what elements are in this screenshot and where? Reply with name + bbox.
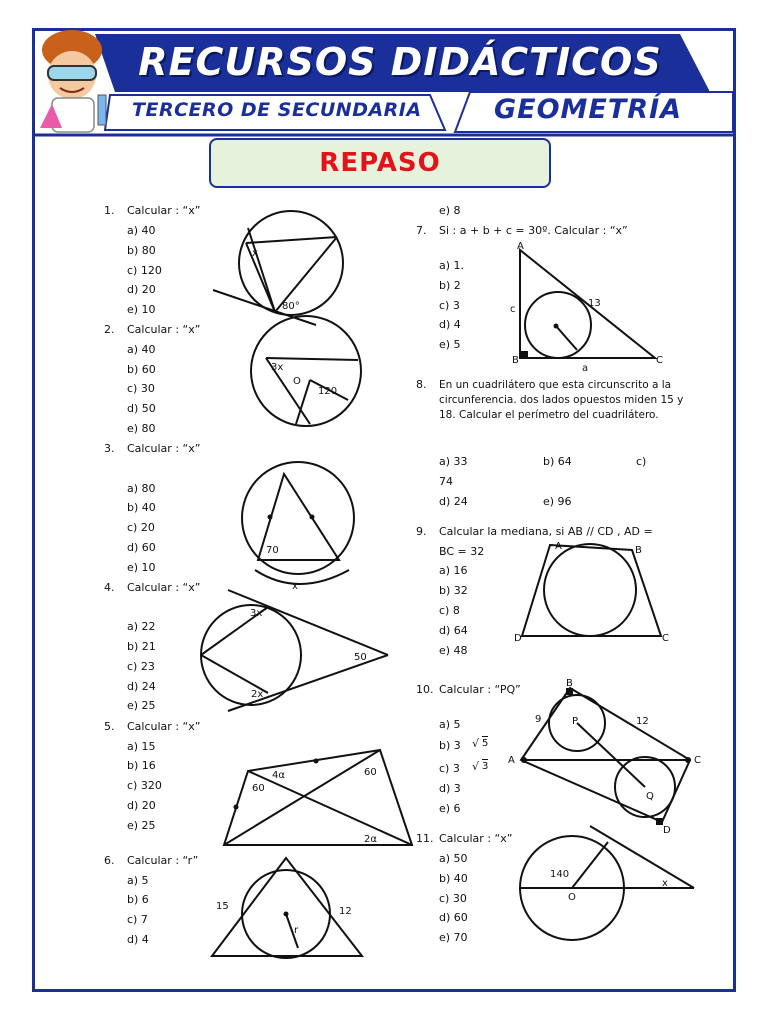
option: b) 40 (439, 872, 468, 885)
option: e) 10 (127, 561, 156, 574)
q10-label-A: A (508, 755, 515, 766)
question-text: Calcular : “PQ” (439, 683, 521, 696)
option: d) 4 (439, 318, 461, 331)
q6-label-r: r (294, 925, 299, 936)
option: c) 3 (439, 299, 460, 312)
q7-label-A: A (517, 241, 524, 252)
option: d) 3 (439, 782, 461, 795)
option: a) 16 (439, 564, 468, 577)
option: e) 5 (439, 338, 461, 351)
question-number: 7. (416, 224, 427, 237)
q2-figure (251, 316, 361, 426)
option: b) 32 (439, 584, 468, 597)
question-number: 6. (104, 854, 115, 867)
option: e) 96 (543, 495, 572, 508)
option: d) 60 (127, 541, 156, 554)
question-text: Calcular : “x” (127, 581, 201, 594)
option: c) 120 (127, 264, 162, 277)
scientist-mascot-icon (40, 30, 106, 132)
option: a) 1. (439, 259, 465, 272)
q2-label-O: O (293, 376, 301, 387)
question-number: 8. (416, 378, 427, 391)
header-grade: TERCERO DE SECUNDARIA (132, 99, 422, 121)
q1-label-x: x (252, 248, 258, 259)
section-title: REPASO (209, 138, 551, 188)
q5-label-4a: 4α (272, 770, 285, 781)
option: c) 30 (127, 382, 155, 395)
option: a) 50 (439, 852, 468, 865)
q7-label-a: a (582, 363, 589, 374)
q4-figure (201, 590, 388, 711)
q5-label-2a: 2α (364, 834, 377, 845)
q10-label-B: B (566, 678, 573, 689)
q9-label-A: A (555, 541, 562, 552)
option: 74 (439, 475, 453, 488)
q9-label-B: B (635, 545, 642, 556)
option: a) 80 (127, 482, 156, 495)
option: a) 5 (127, 874, 149, 887)
option: c) 7 (127, 913, 148, 926)
q6-label-15: 15 (216, 901, 229, 912)
q11-label-O: O (568, 892, 576, 903)
q11-label-x: x (662, 878, 668, 889)
q10-label-D: D (663, 825, 671, 836)
question-text: Calcular : “x” (127, 323, 201, 336)
option: a) 22 (127, 620, 156, 633)
sqrt-symbol: √ (472, 760, 480, 773)
q9-label-D: D (514, 633, 522, 644)
q9-figure (522, 544, 661, 636)
q3-label-x: x (292, 581, 298, 592)
q7-label-B: B (512, 355, 519, 366)
q3-label-70: 70 (266, 545, 279, 556)
option: a) 15 (127, 740, 156, 753)
option: e) 6 (439, 802, 461, 815)
q2-label-3x: 3x (271, 362, 284, 373)
option: c) 23 (127, 660, 155, 673)
sqrt-radicand: 3 (482, 761, 489, 772)
question-number: 5. (104, 720, 115, 733)
option: c) 320 (127, 779, 162, 792)
q7-label-c: c (510, 304, 516, 315)
question-text: Calcular : “x” (127, 204, 201, 217)
q7-label-13: 13 (588, 298, 601, 309)
question-text: Calcular : “x” (127, 442, 201, 455)
option: c) 30 (439, 892, 467, 905)
option: e) 25 (127, 819, 156, 832)
q4-label-3x: 3x (250, 608, 263, 619)
option: b) 3 (439, 739, 461, 752)
q10-figure (521, 688, 690, 822)
option: d) 24 (439, 495, 468, 508)
question-text: Calcular : “x” (439, 832, 513, 845)
q1-label-80: 80° (282, 301, 300, 312)
q1-figure (213, 211, 343, 325)
q5-figure (224, 750, 412, 845)
option: e) 25 (127, 699, 156, 712)
option: e) 70 (439, 931, 468, 944)
question-text: Calcular la mediana, si AB // CD , AD = (439, 525, 653, 538)
q5-label-60-right: 60 (364, 767, 377, 778)
question-text: Calcular : “x” (127, 720, 201, 733)
sqrt-symbol: √ (472, 737, 480, 750)
option: d) 20 (127, 283, 156, 296)
question-number: 10. (416, 683, 434, 696)
option: b) 6 (127, 893, 149, 906)
q9-label-C: C (662, 633, 669, 644)
option: c) 20 (127, 521, 155, 534)
option: d) 4 (127, 933, 149, 946)
option: a) 5 (439, 718, 461, 731)
sqrt-radicand: 5 (482, 738, 489, 749)
option: b) 2 (439, 279, 461, 292)
option: e) 10 (127, 303, 156, 316)
q2-label-120: 120 (318, 386, 338, 397)
q3-figure (242, 462, 354, 584)
option: c) 8 (439, 604, 460, 617)
option: a) 33 (439, 455, 468, 468)
q10-label-Q: Q (646, 791, 654, 802)
question-text: Calcular : “r” (127, 854, 199, 867)
q11-label-140: 140 (550, 869, 570, 880)
question-number: 4. (104, 581, 115, 594)
header-subject: GEOMETRÍA (494, 94, 683, 125)
q10-label-C: C (694, 755, 701, 766)
option: d) 64 (439, 624, 468, 637)
option: d) 60 (439, 911, 468, 924)
option: a) 40 (127, 343, 156, 356)
q7-label-C: C (656, 355, 663, 366)
option: e) 8 (439, 204, 461, 217)
question-number: 3. (104, 442, 115, 455)
q10-label-P: P (572, 716, 579, 727)
option: b) 21 (127, 640, 156, 653)
question-text-continued: BC = 32 (439, 545, 485, 558)
option: c) (636, 455, 647, 468)
q5-label-60-left: 60 (252, 783, 265, 794)
option: b) 40 (127, 501, 156, 514)
option: e) 80 (127, 422, 156, 435)
q10-label-9: 9 (535, 714, 542, 725)
question-number: 1. (104, 204, 115, 217)
q4-label-50: 50 (354, 652, 367, 663)
option: b) 16 (127, 759, 156, 772)
option: a) 40 (127, 224, 156, 237)
question-number: 9. (416, 525, 427, 538)
option: b) 80 (127, 244, 156, 257)
option: d) 20 (127, 799, 156, 812)
option: c) 3 (439, 762, 460, 775)
question-number: 11. (416, 832, 434, 845)
question-text: Si : a + b + c = 30º. Calcular : “x” (439, 224, 628, 237)
q10-label-12: 12 (636, 716, 649, 727)
question-text: En un cuadrilátero que esta circunscrito a la circunferencia. dos lados opuestos miden 15 y 18. Calcular el perímetro del cuadrilátero. (439, 379, 684, 421)
option: b) 60 (127, 363, 156, 376)
option: d) 24 (127, 680, 156, 693)
header-title: RECURSOS DIDÁCTICOS (138, 40, 662, 84)
q4-label-2x: 2x (251, 689, 264, 700)
option: e) 48 (439, 644, 468, 657)
question-number: 2. (104, 323, 115, 336)
option: d) 50 (127, 402, 156, 415)
q6-label-12: 12 (339, 906, 352, 917)
option: b) 64 (543, 455, 572, 468)
